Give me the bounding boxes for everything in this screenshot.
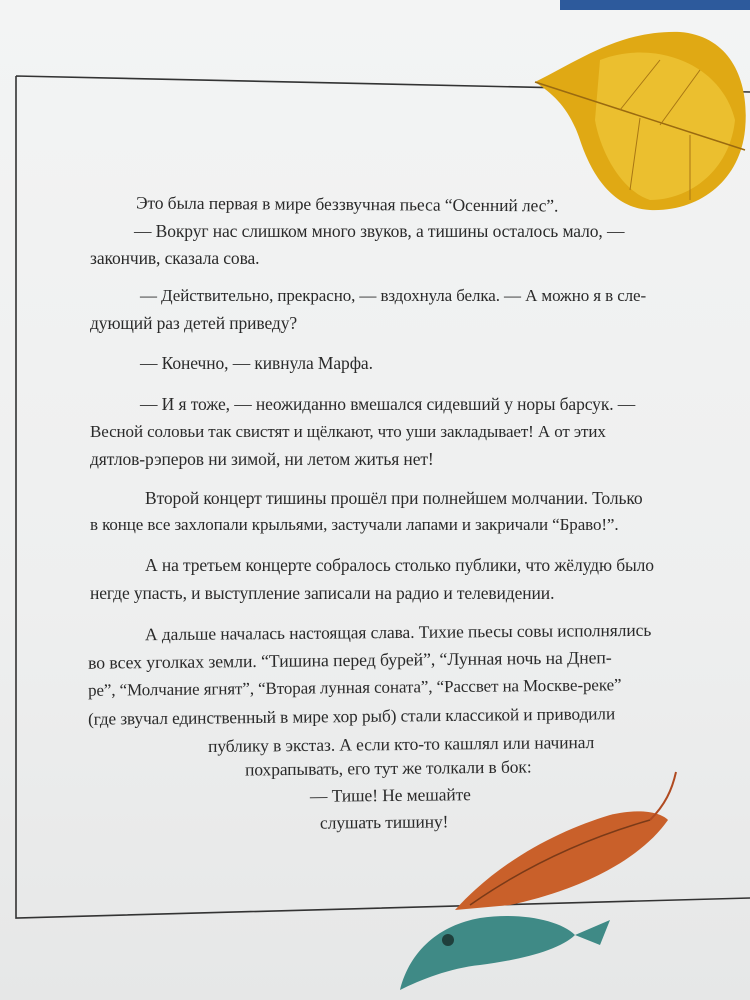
feather-illustration bbox=[455, 772, 676, 910]
fish-illustration bbox=[400, 916, 610, 990]
text-line: — И я тоже, — неожиданно вмешался сидевший у норы барсук. — bbox=[140, 394, 636, 414]
text-line: во всех уголках земли. “Тишина перед бурей”, “Лунная ночь на Днеп- bbox=[87, 647, 612, 673]
text-line: А на третьем концерте собралось столько публики, что жёлудю было bbox=[145, 555, 654, 575]
text-line: слушать тишину! bbox=[319, 811, 449, 833]
text-line: дующий раз детей приведу? bbox=[90, 313, 298, 333]
text-line: (где звучал единственный в мире хор рыб) стали классикой и приводили bbox=[87, 704, 616, 729]
text-line: Это была первая в мире беззвучная пьеса “Осенний лес”. bbox=[135, 192, 559, 216]
text-line: — Конечно, — кивнула Марфа. bbox=[140, 353, 373, 373]
text-line: негде упасть, и выступление записали на радио и телевидении. bbox=[90, 583, 555, 603]
text-line: Второй концерт тишины прошёл при полнейшем молчании. Только bbox=[145, 488, 643, 508]
yellow-leaf-illustration bbox=[535, 32, 746, 210]
text-line: А дальше началась настоящая слава. Тихие пьесы совы исполнялись bbox=[144, 619, 652, 645]
text-line: — Вокруг нас слишком много звуков, а тишины осталось мало, — bbox=[134, 221, 625, 241]
text-line: дятлов-рэперов ни зимой, ни летом житья нет! bbox=[90, 449, 434, 469]
text-line: ре”, “Молчание ягнят”, “Вторая лунная соната”, “Рассвет на Москве-реке” bbox=[87, 675, 622, 700]
text-line: публику в экстаз. А если кто-то кашлял или начинал bbox=[207, 731, 595, 757]
text-line: Весной соловьи так свистят и щёлкают, что уши закладывает! А от этих bbox=[90, 422, 606, 441]
text-line: закончив, сказала сова. bbox=[90, 248, 260, 268]
text-line: похрапывать, его тут же толкали в бок: bbox=[244, 756, 532, 780]
text-line: — Тише! Не мешайте bbox=[309, 784, 471, 806]
text-line: в конце все захлопали крыльями, застучали лапами и закричали “Браво!”. bbox=[90, 515, 619, 534]
text-line: — Действительно, прекрасно, — вздохнула белка. — А можно я в сле- bbox=[140, 286, 647, 305]
